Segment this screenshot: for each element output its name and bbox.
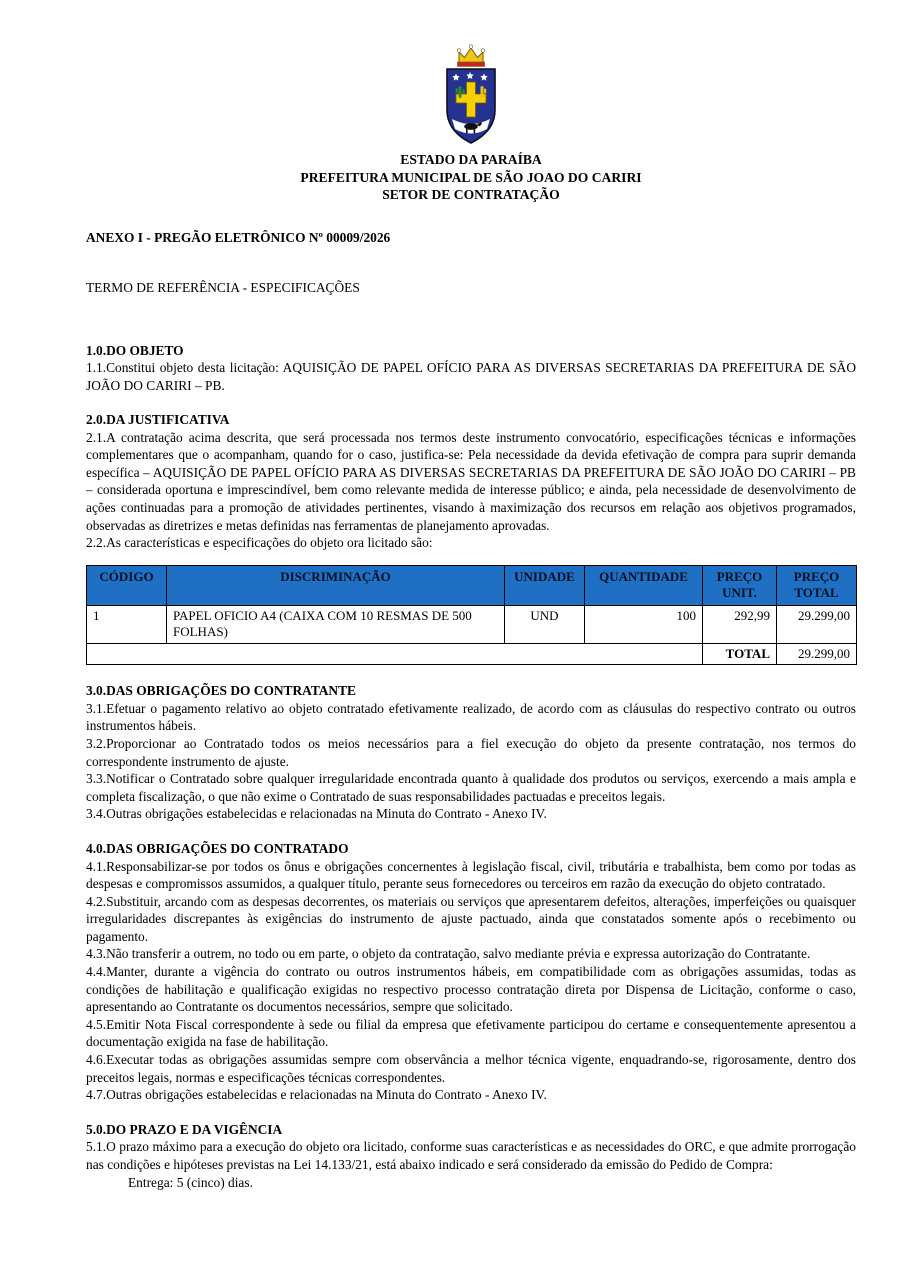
paragraph-3-1: 3.1.Efetuar o pagamento relativo ao objeto contratado efetivamente realizado, de acordo com as cláusulas do respectivo contrato ou outros instrumentos hábeis.: [86, 700, 856, 734]
section-obrigacoes-contratante-heading: 3.0.DAS OBRIGAÇÕES DO CONTRATANTE: [86, 683, 356, 699]
column-header-quantidade: QUANTIDADE: [585, 565, 703, 605]
termo-title: TERMO DE REFERÊNCIA - ESPECIFICAÇÕES: [86, 279, 360, 295]
section-objeto-heading: 1.0.DO OBJETO: [86, 342, 184, 358]
section-obrigacoes-contratado-heading: 4.0.DAS OBRIGAÇÕES DO CONTRATADO: [86, 841, 349, 856]
column-header-unidade: UNIDADE: [505, 565, 585, 605]
item-discriminacao: PAPEL OFICIO A4 (CAIXA COM 10 RESMAS DE 500 FOLHAS): [167, 605, 505, 643]
item-preco-total: 29.299,00: [777, 605, 857, 643]
paragraph-4-6: 4.6.Executar todas as obrigações assumidas sempre com observância a melhor técnica vigente, enquadrando-se, rigorosamente, dentro dos preceitos legais, normas e especificações técnicas correspondentes.: [86, 1052, 856, 1085]
items-table: [86, 565, 857, 666]
coat-of-arms-icon: [442, 42, 500, 146]
paragraph-4-7: 4.7.Outras obrigações estabelecidas e relacionadas na Minuta do Contrato - Anexo IV.: [86, 1087, 547, 1103]
section-obrigacoes-contratado: [86, 840, 856, 1104]
paragraph-4-3: 4.3.Não transferir a outrem, no todo ou em parte, o objeto da contratação, salvo mediante prévia e expressa autorização do Contratante.: [86, 946, 811, 962]
column-header-preco-total: PREÇO TOTAL: [777, 565, 857, 605]
header-state-line: ESTADO DA PARAÍBA: [400, 152, 542, 167]
header-sector-line: SETOR DE CONTRATAÇÃO: [382, 187, 560, 202]
paragraph-3-2: 3.2.Proporcionar ao Contratado todos os meios necessários para a fiel execução do objeto da presente contratação, nos termos do correspondente instrumento de ajuste.: [86, 736, 856, 769]
column-header-codigo: CÓDIGO: [87, 565, 167, 605]
paragraph-entrega: Entrega: 5 (cinco) dias.: [128, 1174, 253, 1190]
item-codigo: 1: [87, 605, 167, 643]
section-justificativa-heading: 2.0.DA JUSTIFICATIVA: [86, 412, 230, 428]
section-justificativa: [86, 411, 856, 552]
paragraph-2-2: 2.2.As características e especificações do objeto ora licitado são:: [86, 535, 433, 551]
section-prazo-vigencia: [86, 1121, 856, 1191]
section-obrigacoes-contratante: [86, 682, 856, 823]
paragraph-3-4: 3.4.Outras obrigações estabelecidas e relacionadas na Minuta do Contrato - Anexo IV.: [86, 806, 547, 822]
section-prazo-vigencia-heading: 5.0.DO PRAZO E DA VIGÊNCIA: [86, 1121, 283, 1137]
header-municipality-line: PREFEITURA MUNICIPAL DE SÃO JOAO DO CARIRI: [300, 169, 642, 185]
paragraph-2-1: 2.1.A contratação acima descrita, que será processada nos termos deste instrumento convocatório, especificações técnicas e informações complementares que o acompanham, quando for o caso, justifica-se: Pela necessidade da devida efetivação de compra para suprir demanda específica – AQUISIÇÃO DE PAPEL OFÍCIO PARA AS DIVERSAS SECRETARIAS DA PREFEITURA DE SÃO JOÃO DO CARIRI – PB – considerada oportuna e imprescindível, bem como relevante medida de interesse público; e ainda, pela necessidade de desenvolvimento de ações continuadas para a promoção de atividades pertinentes, visando à maximização dos recursos em relação aos objetivos programados, observadas as diretrizes e metas definidas nas ferramentas de planejamento aprovadas.: [86, 429, 856, 533]
paragraph-1-1: 1.1.Constitui objeto desta licitação: AQUISIÇÃO DE PAPEL OFÍCIO PARA AS DIVERSAS SECRETARIAS DA PREFEITURA DE SÃO JOÃO DO CARIRI – PB.: [86, 360, 856, 393]
paragraph-4-5: 4.5.Emitir Nota Fiscal correspondente à sede ou filial da empresa que efetivamente participou do certame e consequentemente apresentou a documentação exigida na fase de habilitação.: [86, 1016, 856, 1050]
paragraph-3-3: 3.3.Notificar o Contratado sobre qualquer irregularidade encontrada quanto à qualidade dos produtos ou serviços, exercendo a mais ampla e completa fiscalização, o que não exime o Contratado de suas responsabilidades pactuadas e preceitos legais.: [86, 771, 856, 804]
anexo-title: ANEXO I - PREGÃO ELETRÔNICO Nº 00009/2026: [86, 229, 391, 245]
item-quantidade: 100: [585, 605, 703, 643]
total-label: TOTAL: [703, 643, 777, 665]
section-objeto: [86, 342, 856, 395]
table-row: [87, 605, 857, 643]
item-unidade: UND: [505, 605, 585, 643]
column-header-preco-unit: PREÇO UNIT.: [703, 565, 777, 605]
paragraph-4-4: 4.4.Manter, durante a vigência do contrato ou outros instrumentos hábeis, em compatibilidade com as obrigações assumidas, todas as condições de habilitação e qualificação exigidas no respectivo processo contratação direta por Dispensa de Licitação, conforme o caso, apresentando ao Contratante os documentos necessários, sempre que solicitado.: [86, 964, 856, 1015]
items-table-header-row: [87, 565, 857, 605]
paragraph-4-2: 4.2.Substituir, arcando com as despesas decorrentes, os materiais ou serviços que apresentarem defeitos, alterações, imperfeições ou quaisquer irregularidades discrepantes às exigências do instrumento de ajuste pactuado, ainda que constatados somente após o recebimento ou pagamento.: [86, 893, 856, 944]
paragraph-5-1: 5.1.O prazo máximo para a execução do objeto ora licitado, conforme suas características e as necessidades do ORC, e que admite prorrogação nas condições e hipóteses previstas na Lei 14.133/21, está abaixo indicado e será considerado da emissão do Pedido de Compra:: [86, 1139, 856, 1172]
total-row-spacer: [87, 643, 703, 665]
document-header: [86, 42, 856, 204]
item-preco-unit: 292,99: [703, 605, 777, 643]
paragraph-4-1: 4.1.Responsabilizar-se por todos os ônus e obrigações concernentes à legislação fiscal, civil, tributária e trabalhista, bem como por todas as despesas e compromissos assumidos, a qualquer título, perante seus fornecedores ou terceiros em razão da execução do objeto contratado.: [86, 858, 856, 892]
total-value: 29.299,00: [777, 643, 857, 665]
table-total-row: [87, 643, 857, 665]
column-header-discriminacao: DISCRIMINAÇÃO: [167, 565, 505, 605]
